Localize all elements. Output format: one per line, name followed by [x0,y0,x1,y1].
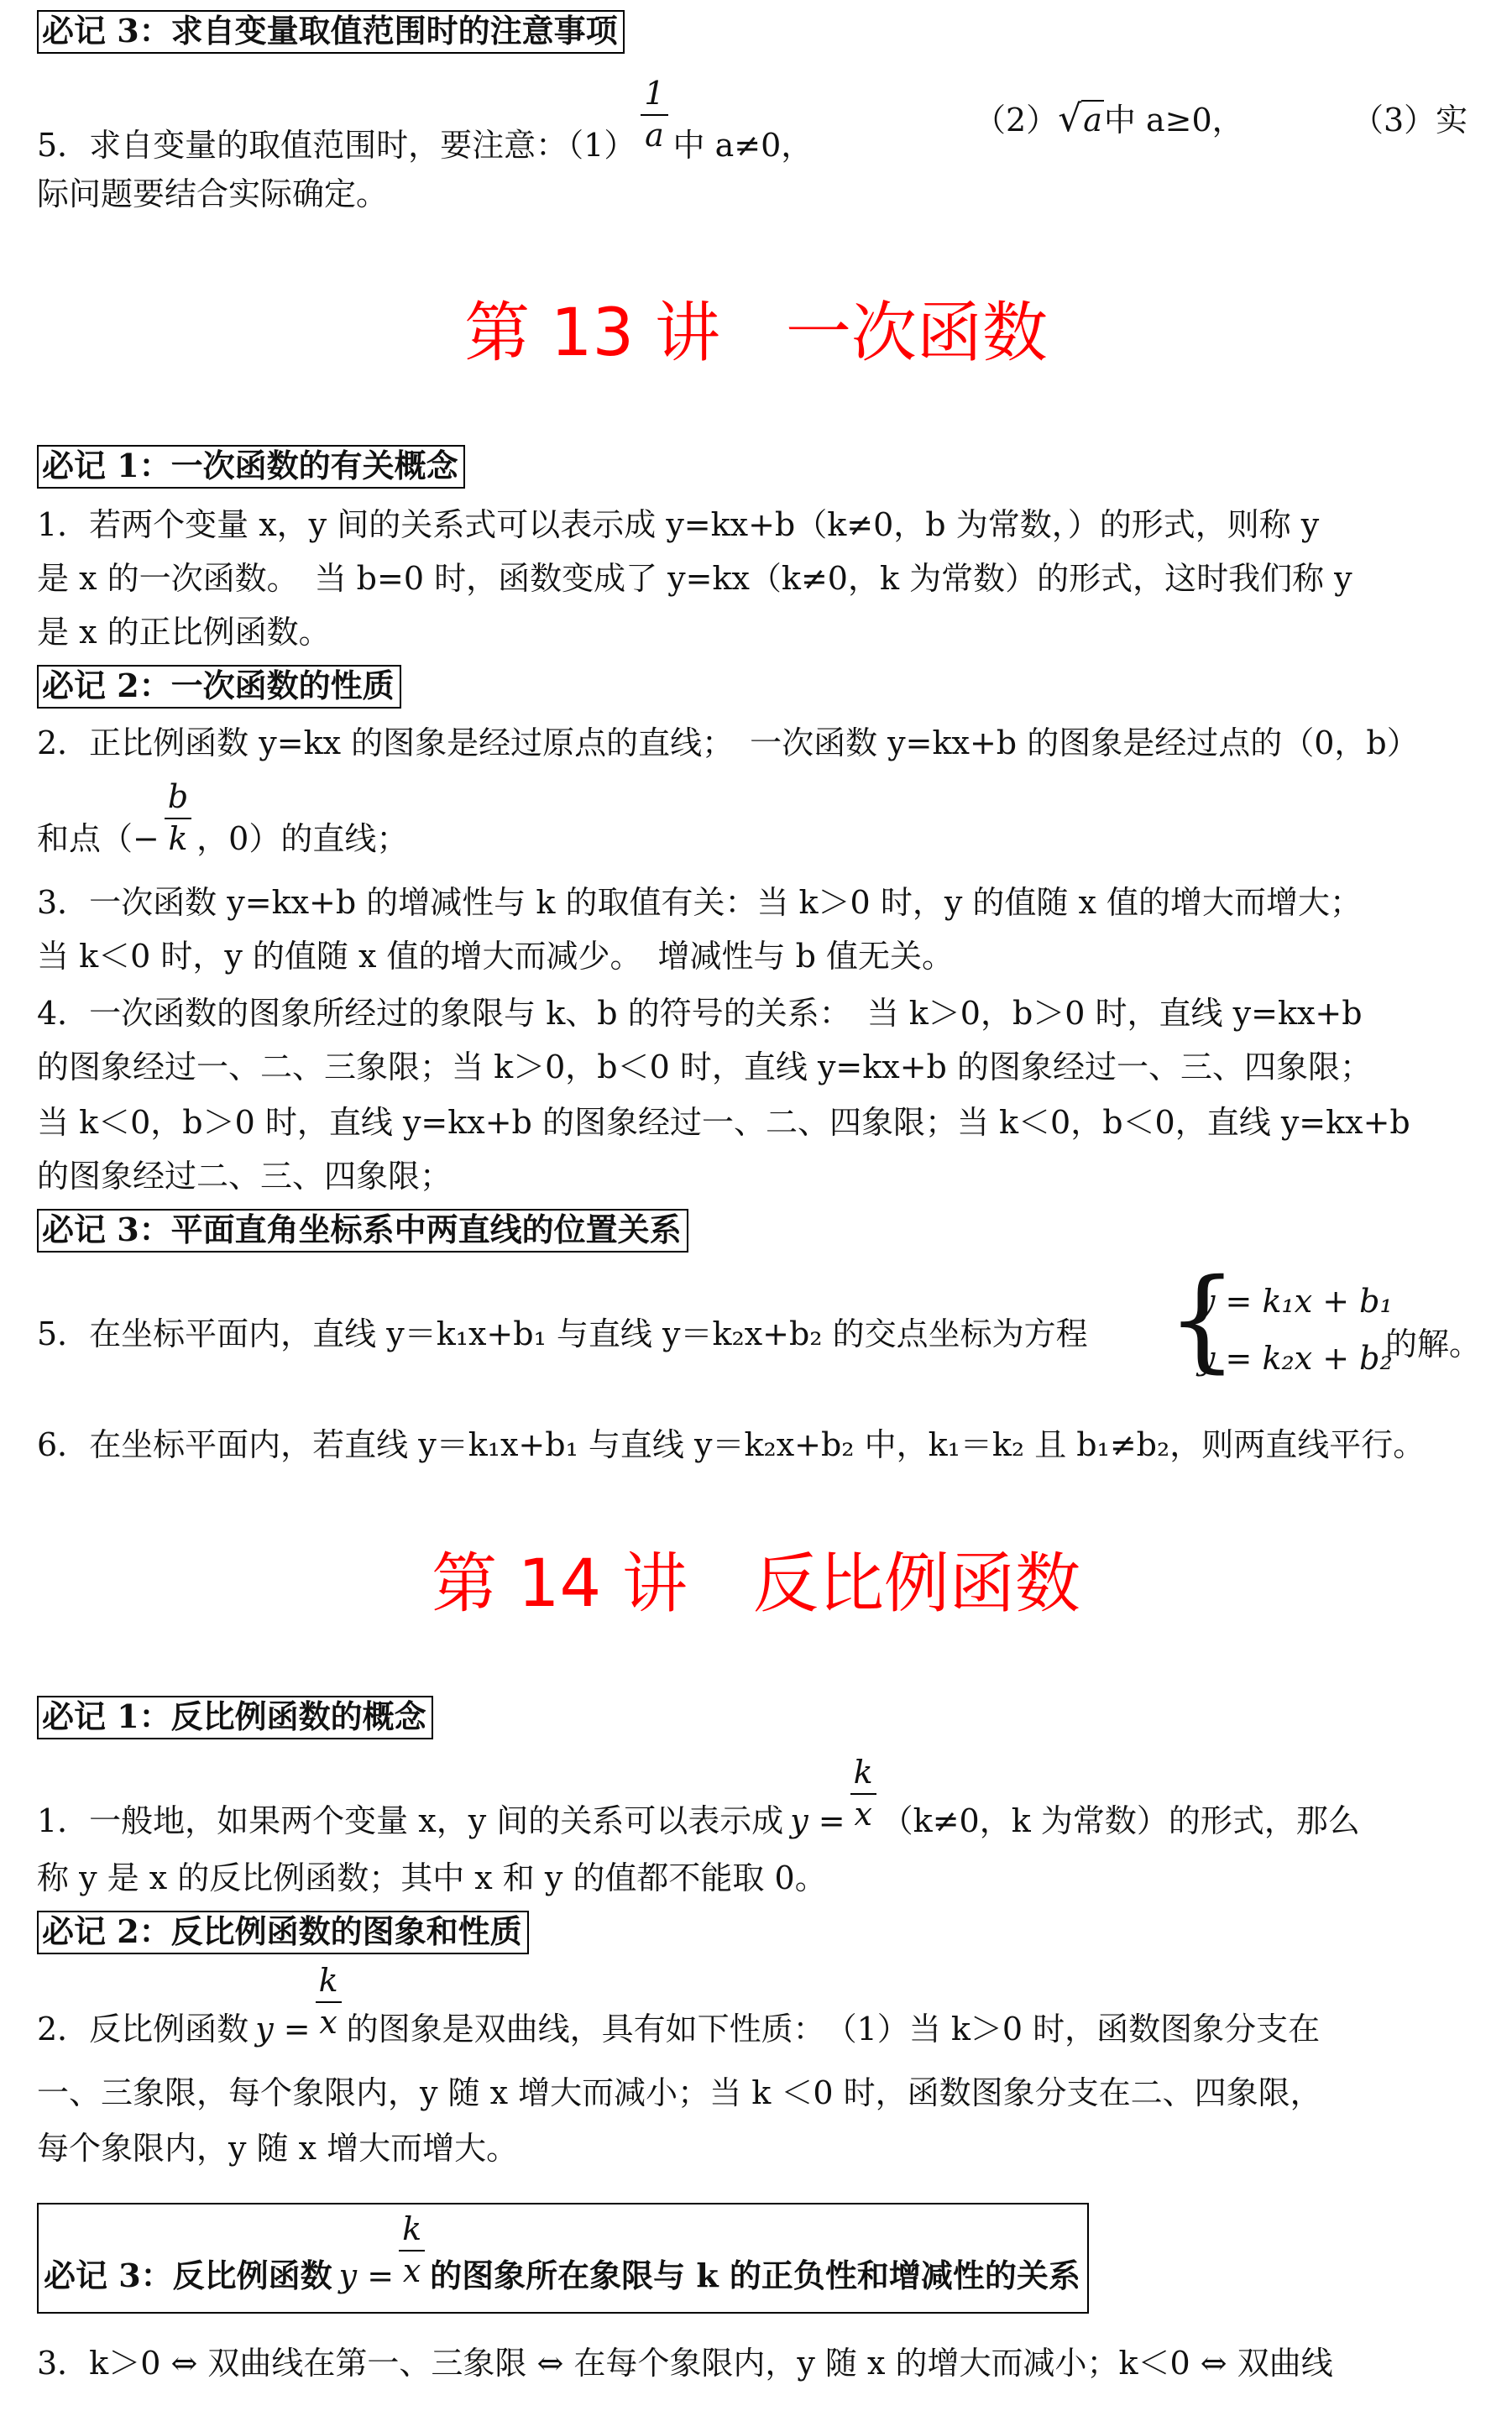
section-heading [37,1911,529,1954]
fraction-numerator: k [399,2213,425,2251]
fraction-denominator: x [402,2251,421,2289]
radicand: a [1083,102,1102,139]
paragraph-line: 当 k＜0，b＞0 时，直线 y=kx+b 的图象经过一、二、四象限；当 k＜0，b＜0，直线 y=kx+b [37,1104,1410,1141]
text-run: （2） [974,102,1059,139]
radical-sign: √ [1058,97,1082,140]
lecture-14-title: 第 14 讲 反比例函数 [432,1546,1080,1622]
paragraph-line: 称 y 是 x 的反比例函数；其中 x 和 y 的值都不能取 0。 [37,1859,827,1896]
paragraph-line: 3．k＞0 ⇔ 双曲线在第一、三象限 ⇔ 在每个象限内，y 随 x 的增大而减小；k＜0 ⇔ 双曲线 [37,2345,1333,2382]
equation-lhs: y = [790,1802,845,1840]
section-heading [37,1696,433,1739]
heading-text: 必记 3：反比例函数 [44,2257,332,2295]
condition-3 [1352,94,1468,140]
fraction-k-over-x [850,1756,876,1832]
section-heading [37,10,625,54]
heading-text: 必记 2：一次函数的性质 [42,667,395,704]
equation-lhs: y = [338,2257,395,2295]
equation-2: y = k₂x + b₂ [1197,1340,1393,1377]
paragraph-line: 当 k＜0 时，y 的值随 x 值的增大而减少。 增减性与 b 值无关。 [37,938,954,975]
fraction-denominator: x [319,2003,337,2041]
heading-text: 必记 1：一次函数的有关概念 [42,447,458,484]
equation-1: y = k₁x + b₁ [1197,1283,1393,1320]
paragraph-line: 5．在坐标平面内，直线 y＝k₁x+b₁ 与直线 y＝k₂x+b₂ 的交点坐标为方程 [37,1315,1088,1352]
condition-2 [974,94,1244,140]
fraction-denominator: k [168,819,188,857]
paragraph-5 [37,75,814,171]
lecture-13-title: 第 13 讲 一次函数 [464,295,1048,371]
fraction-numerator: 1 [641,77,667,116]
paragraph-line: 每个象限内，y 随 x 增大而增大。 [37,2130,519,2167]
section-heading [37,1209,688,1253]
paragraph-line [37,778,409,873]
text-run: 中 a≥0， [1103,102,1244,139]
paragraph-line: 是 x 的一次函数。 当 b=0 时，函数变成了 y=kx（k≠0，k 为常数）的形式，这时我们称 y [37,560,1352,597]
fraction-denominator: a [645,116,664,154]
heading-text: 必记 3：平面直角坐标系中两直线的位置关系 [42,1211,682,1248]
fraction-k-over-x [399,2210,425,2289]
heading-text: 必记 3：求自变量取值范围时的注意事项 [42,12,618,50]
paragraph-line: 的图象经过一、二、三象限；当 k＞0，b＜0 时，直线 y=kx+b 的图象经过一、三、四象限； [37,1049,1372,1085]
left-brace: { [1167,1255,1237,1384]
paragraph-line: 1．若两个变量 x，y 间的关系式可以表示成 y=kx+b（k≠0，b 为常数，）的形式，则称 y [37,506,1320,543]
fraction-1-over-a [641,77,667,153]
text-run: 中 a≠0， [672,127,814,165]
text-run: 的图象是双曲线，具有如下性质： （1）当 k＞0 时，函数图象分支在 [346,2011,1321,2048]
heading-text: 必记 1：反比例函数的概念 [42,1697,426,1735]
fraction-k-over-x [316,1964,342,2040]
equation-lhs: y = [255,2011,311,2048]
section-heading [37,2203,1089,2314]
fraction-denominator: x [854,1795,872,1833]
sqrt-a [1058,97,1104,140]
paragraph-line: 一、三象限，每个象限内，y 随 x 增大而减小；当 k ＜0 时，函数图象分支在二、四象限， [37,2074,1322,2111]
section-heading [37,445,465,489]
paragraph-line: 2．正比例函数 y=kx 的图象是经过原点的直线； 一次函数 y=kx+b 的图象是经过点的（0，b） [37,724,1419,761]
text-run: 和点（− [37,820,160,858]
text-run: （3）实 [1352,102,1468,139]
paragraph-line: 4．一次函数的图象所经过的象限与 k、b 的符号的关系： 当 k＞0，b＞0 时，直线 y=kx+b [37,995,1363,1032]
fraction-numerator: b [165,781,191,819]
text-run: 5．求自变量的取值范围时，要注意：（1） [37,127,636,165]
text-run: （k≠0，k 为常数）的形式，那么 [881,1802,1360,1840]
text-run: 的解。 [1385,1326,1482,1362]
paragraph-5-line-2: 际问题要结合实际确定。 [37,175,389,212]
equation-system [1167,1255,1394,1385]
text-run: 1．一般地，如果两个变量 x，y 间的关系可以表示成 [37,1802,784,1840]
fraction-numerator: k [316,1964,342,2003]
fraction-numerator: k [850,1756,876,1795]
paragraph-line [37,1964,1320,2057]
section-heading [37,665,401,709]
paragraph-line: 3．一次函数 y=kx+b 的增减性与 k 的取值有关：当 k＞0 时，y 的值随 x 值的增大而增大； [37,884,1362,921]
text-run: ，0）的直线； [196,820,409,858]
fraction-b-over-k [165,778,191,857]
paragraph-line: 6．在坐标平面内，若直线 y＝k₁x+b₁ 与直线 y＝k₂x+b₂ 中，k₁＝k₂ 且 b₁≠b₂，则两直线平行。 [37,1426,1426,1463]
text-run: 2．反比例函数 [37,2011,249,2048]
heading-text: 必记 2：反比例函数的图象和性质 [42,1912,522,1950]
paragraph-line [37,1756,1360,1849]
paragraph-line: 是 x 的正比例函数。 [37,614,331,651]
paragraph-line: 的图象经过二、三、四象限； [37,1158,453,1195]
heading-text: 的图象所在象限与 k 的正负性和增减性的关系 [430,2257,1080,2295]
